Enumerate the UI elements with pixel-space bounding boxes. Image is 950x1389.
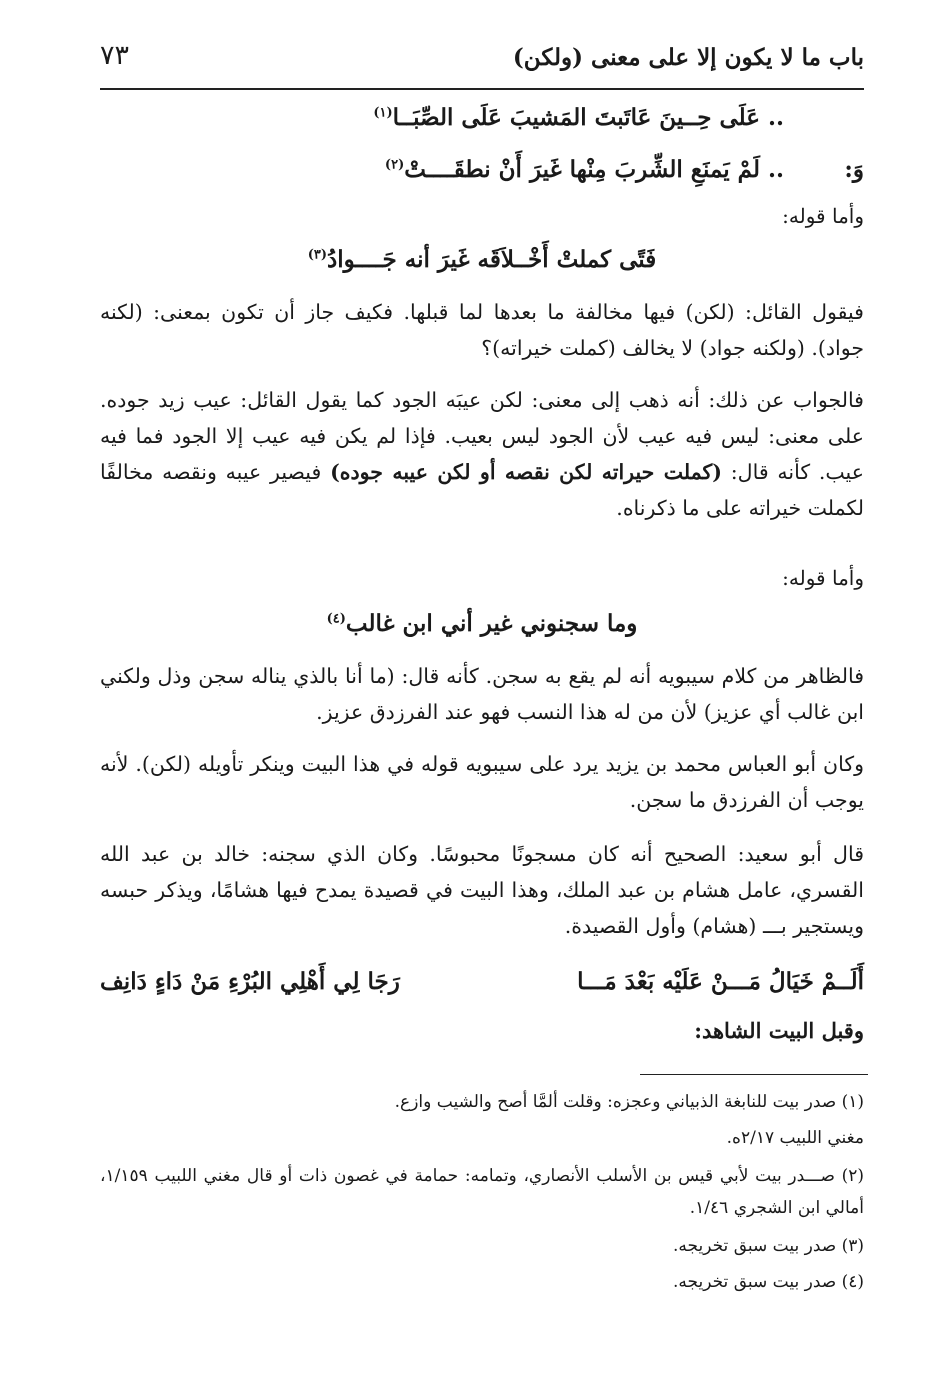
verse-text: .. لَمْ يَمنَعِ الشِّربَ مِنْها غَيرَ أَنْ نطقَــــتْ (404, 156, 784, 183)
footnote-ref: (١) (373, 105, 393, 121)
bold-phrase: (كملت حيراته لكن نقصه أو لكن عيبه جوده) (330, 460, 722, 484)
verse-line-4 (100, 610, 864, 637)
footnote-4: (٤) صدر بيت سبق تخريجه. (672, 1272, 864, 1292)
paragraph-text: فيصير عيبه ونقصه مخالفًا لكملت خيراته على ما ذكرناه. (100, 460, 864, 520)
footnote-divider (640, 1074, 868, 1075)
verse-text: وما سجنوني غير أني ابن غالب (345, 610, 638, 637)
paragraph-1: فيقول القائل: (لكن) فيها مخالفة ما بعدها لما قبلها. فكيف جاز أن تكون بمعنى: (لكنه جواد). (ولكنه جواد) لا يخالف (كملت خيراته)؟ (100, 300, 864, 360)
paragraph-2 (100, 382, 864, 526)
footnote-ref: (٣) (307, 247, 328, 263)
verse-text: فَتًى كملتْ أَخْــلاَقَه غَيرَ أنه جَــــوادُ (327, 246, 657, 273)
verse-prefix: وَ: (844, 156, 864, 183)
page-header (100, 40, 864, 88)
verse-line-5-second-hemistich: رَجَا لِي أَهْلِي البُرْءِ مَنْ دَاءٍ دَانِف (100, 968, 400, 995)
verse-line-2 (100, 156, 864, 183)
footnote-ref: (٢) (384, 157, 405, 173)
intro-label-3: وقبل البيت الشاهد: (694, 1018, 864, 1043)
page-number: ٧٣ (100, 40, 130, 71)
footnote-1-continuation: مغني اللبيب ٢/١٧ه. (726, 1128, 864, 1148)
footnote-2: (٢) صـــدر بيت لأبي قيس بن الأسلب الأنصاري، وتمامه: حمامة في غصون ذات أو قال مغني اللبيب ١/١٥٩، أمالي ابن الشجري ١/٤٦. (100, 1166, 864, 1218)
paragraph-3: فالظاهر من كلام سيبويه أنه لم يقع به سجن. كأنه قال: (ما أنا بالذي يناله سجن وذل ولكني ابن غالب أي عزيز) لأن من له هذا النسب فهو عند الفرزدق عزيز. (100, 664, 864, 724)
footnote-ref: (٤) (326, 611, 346, 627)
verse-line-5-first-hemistich: أَلَــمْ خَيَالُ مَـــنْ عَلَيْه بَعْدَ مَـــا (577, 968, 864, 995)
intro-label-2: وأما قوله: (782, 566, 864, 590)
verse-text: .. عَلَى حِــينَ عَاتَبتَ المَشيبَ عَلَى الصِّبَــا (392, 104, 784, 131)
footnote-1: (١) صدر بيت للنابغة الذبياني وعجزه: وقلت ألمَّا أصح والشيب وازع. (394, 1092, 864, 1112)
footnote-3: (٣) صدر بيت سبق تخريجه. (672, 1236, 864, 1256)
paragraph-text: فالجواب عن ذلك: أنه ذهب إلى معنى: لكن عيبَه الجود كما يقول القائل: عيب زيد جوده. على معنى: ليس فيه عيب لأن الجود ليس بعيب. فإذا لم يكن فيه عيب إلا الجود فما فيه عيب. كأنه قال: (100, 388, 864, 484)
running-title: باب ما لا يكون إلا على معنى (ولكن) (512, 44, 864, 71)
verse-line-1 (100, 104, 784, 131)
paragraph-4: وكان أبو العباس محمد بن يزيد يرد على سيبويه قوله في هذا البيت وينكر تأويله (لكن). لأنه يوجب أن الفرزدق ما سجن. (100, 752, 864, 812)
intro-label-1: وأما قوله: (782, 204, 864, 228)
verse-line-3 (100, 246, 864, 273)
paragraph-5: قال أبو سعيد: الصحيح أنه كان مسجونًا محبوسًا. وكان الذي سجنه: خالد بن عبد الله القسري، عامل هشام بن عبد الملك، وهذا البيت في قصيدة يمدح فيها هشامًا، ويذكر حبسه ويستجير بـــ (هشام) وأول القصيدة. (100, 842, 864, 938)
header-divider (100, 88, 864, 90)
